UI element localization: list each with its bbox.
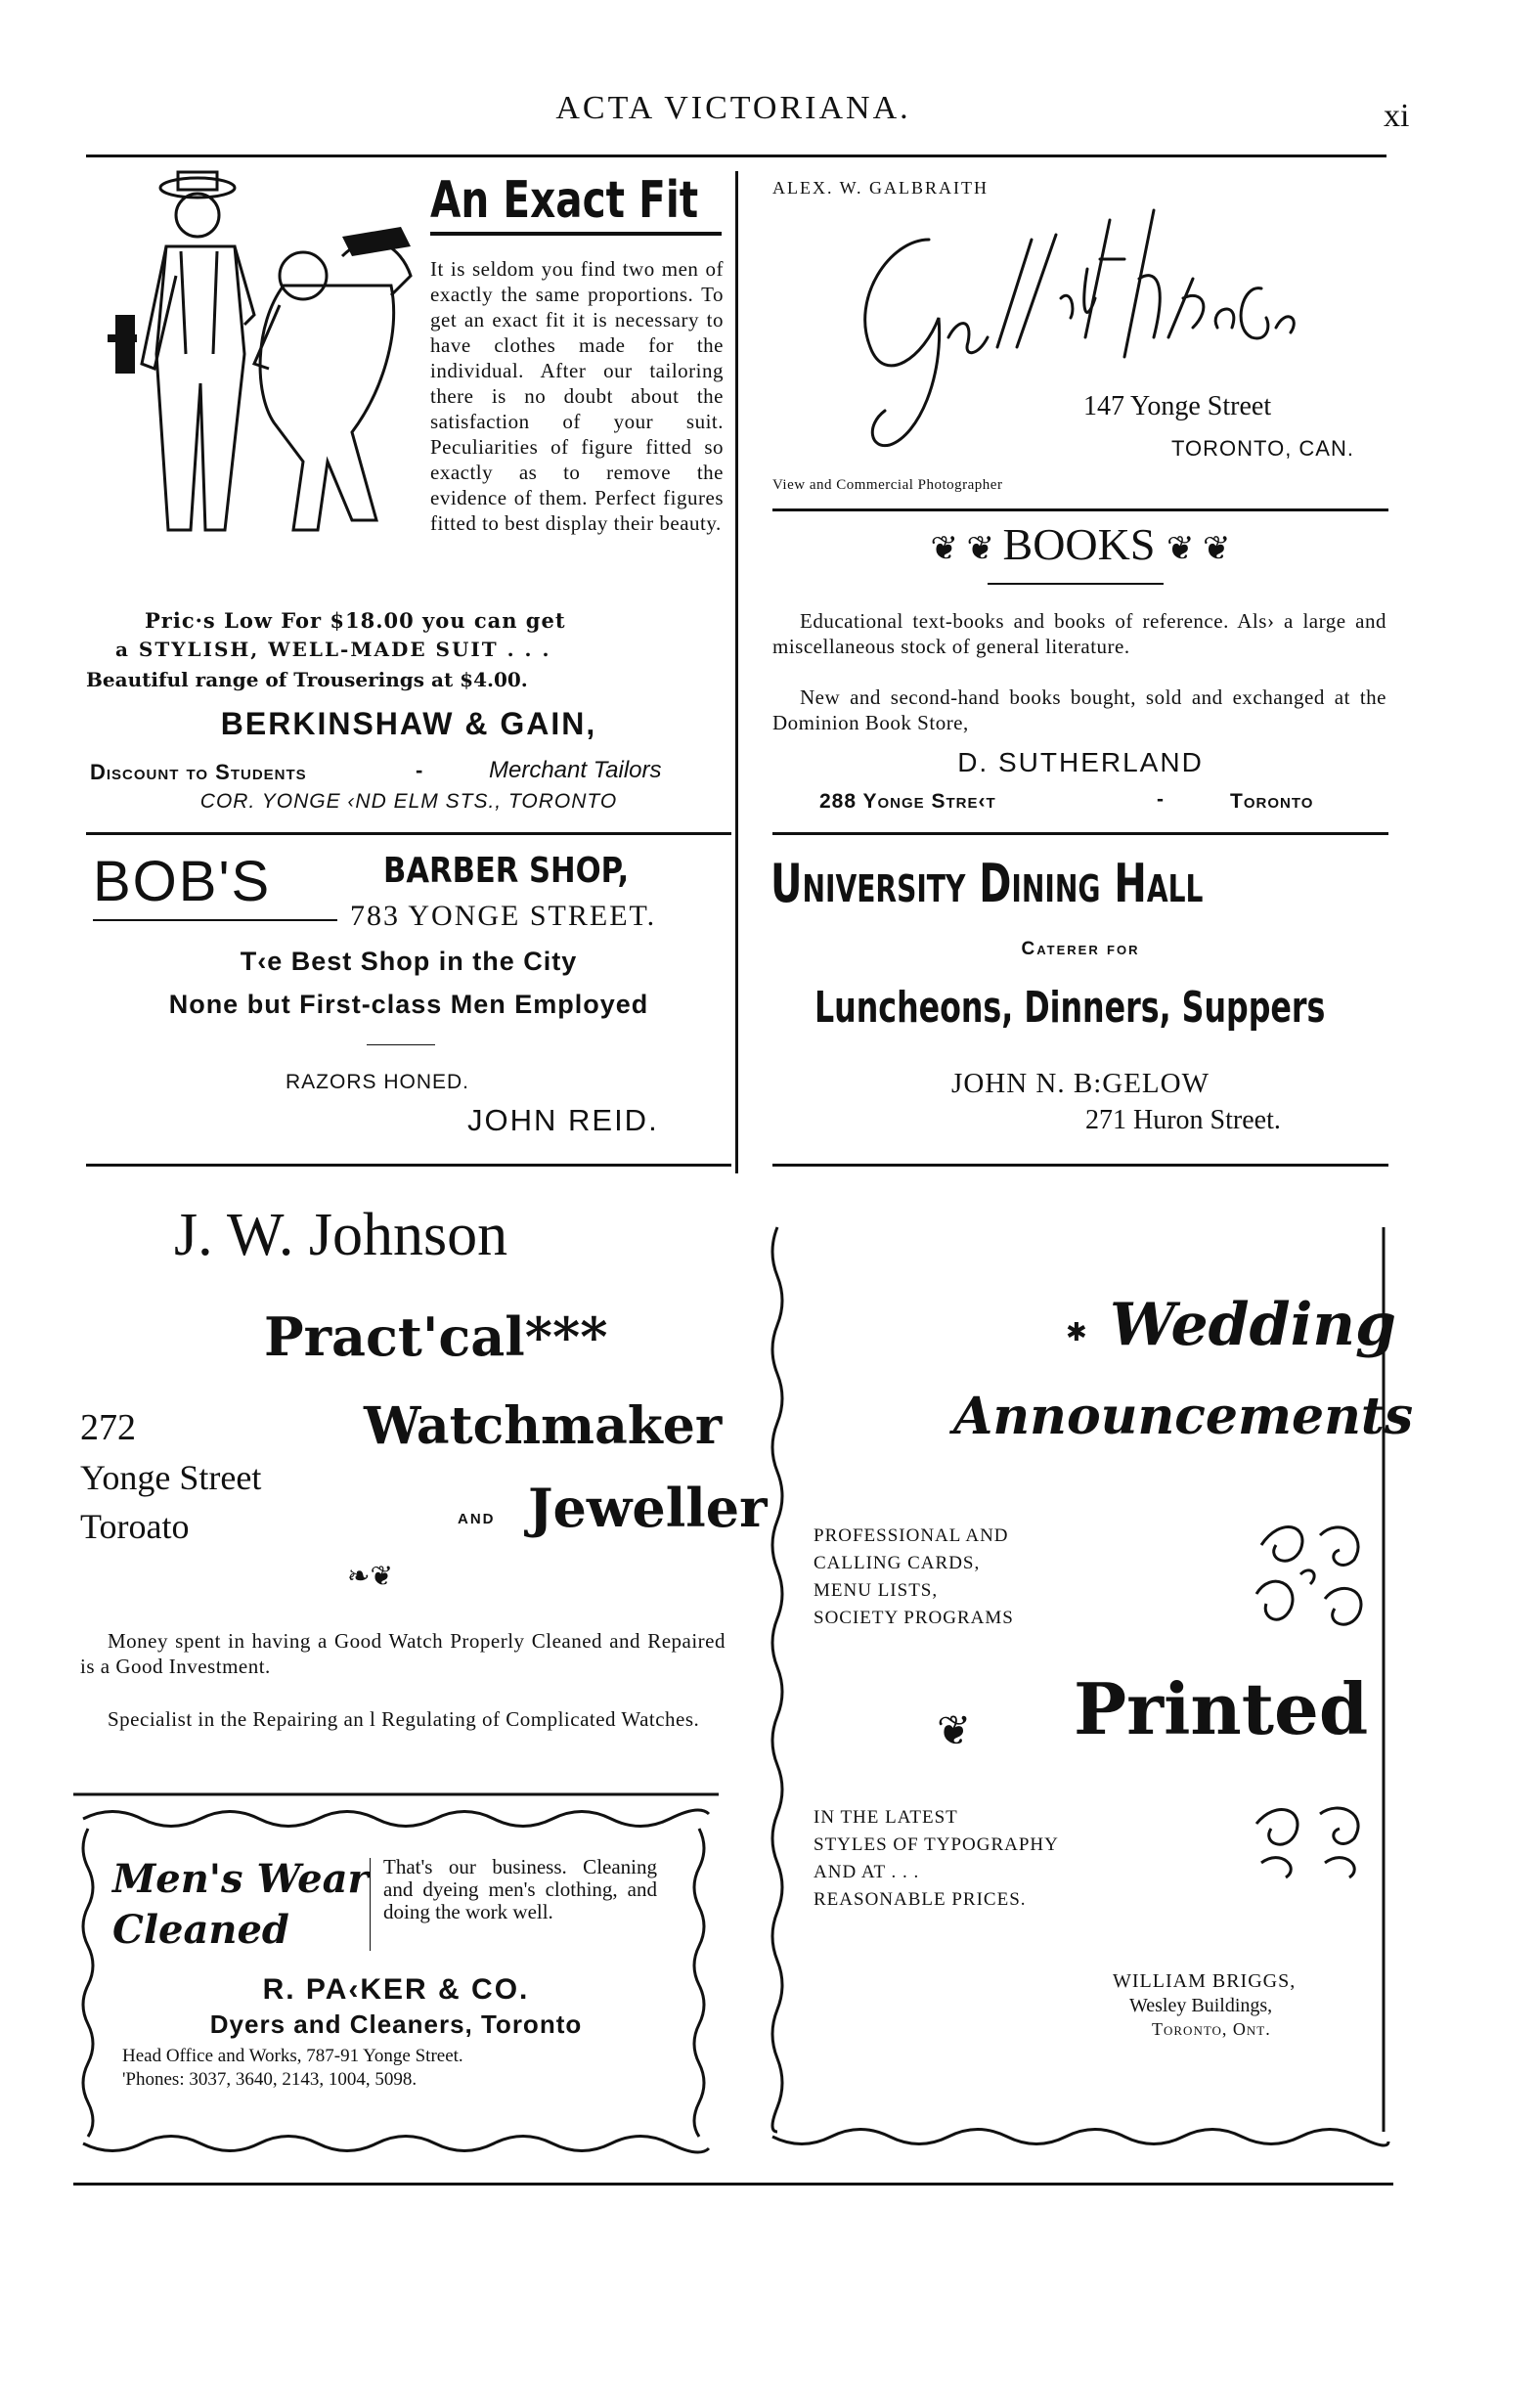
wedding-printed: Printed [1074,1667,1369,1750]
tailor-address: COR. YONGE ‹ND ELM STS., TORONTO [199,790,618,813]
johnson-city: Toroato [80,1507,190,1546]
bobs-tag-2: None but First-class Men Employed [168,990,649,1019]
bobs-tag-1: T‹e Best Shop in the City [240,947,578,976]
shamrock-icon: ❦ ❦ [930,531,1003,567]
johnson-watchmaker: Watchmaker [364,1396,723,1456]
johnson-practical: Pract'cal*** [264,1305,608,1368]
wedding-list-1: PROFESSIONAL AND [814,1525,1009,1546]
dining-meals: Luncheons, Dinners, Suppers [814,983,1326,1033]
scroll-ornament-icon [1242,1799,1379,1887]
johnson-name: J. W. Johnson [174,1202,508,1268]
wedding-list-4: SOCIETY PROGRAMS [814,1608,1014,1628]
johnson-para-2: Specialist in the Repairing an l Regulating of Complicated Watches. [108,1707,700,1731]
dining-title: University Dining Hall [770,853,1204,914]
johnson-and: AND [458,1511,496,1527]
books-dash: - [1157,788,1164,811]
parker-title-2: Cleaned [112,1907,289,1953]
wedding-style-3: AND AT . . . [814,1862,920,1882]
parker-trade: Dyers and Cleaners, Toronto [209,2010,583,2039]
wedding-line-1: Wedding [1110,1291,1396,1359]
bobs-owner: JOHN REID. [467,1103,659,1137]
headline-underline [430,232,722,236]
books-para-1: Educational text-books and books of reference. Als› a large and miscellaneous stock of general literature. [772,609,1386,658]
johnson-number: 272 [80,1407,136,1448]
price-line-3: Beautiful range of Trouserings at $4.00. [86,668,528,691]
left-lower-rule [86,1164,731,1167]
bobs-divider [367,1044,435,1045]
dining-caterer: Caterer for [1021,939,1140,959]
wedding-city: Toronto, Ont. [1152,2019,1271,2039]
header-rule [86,155,1386,157]
parker-title-1: Men's Wear [112,1856,369,1902]
dining-address: 271 Huron Street. [1085,1105,1281,1135]
firm-name: BERKINSHAW & GAIN, [220,706,597,741]
right-mid-rule [772,832,1388,835]
bobs-underline [93,919,337,921]
wedding-style-2: STYLES OF TYPOGRAPHY [814,1834,1059,1855]
johnson-street: Yonge Street [80,1458,262,1497]
wedding-printer: WILLIAM BRIGGS, [1113,1970,1297,1992]
parker-phones: 'Phones: 3037, 3640, 2143, 1004, 5098. [122,2069,418,2090]
footer-rule [73,2183,1393,2186]
student-discount: Discount to Students [90,760,307,784]
parker-firm: R. PA‹KER & CO. [262,1973,530,2006]
exact-fit-headline: An Exact Fit [430,171,699,230]
tailor-illustration [108,168,420,540]
johnson-jeweller: Jeweller [528,1477,768,1539]
galbraith-tagline: View and Commercial Photographer [772,477,1003,493]
parker-divider [370,1858,371,1951]
galbraith-city: TORONTO, CAN. [1171,436,1354,461]
books-address: 288 Yonge Stre‹t [819,790,996,813]
shamrock-icon: ❦ [937,1709,972,1754]
wedding-building: Wesley Buildings, [1129,1995,1273,2016]
left-mid-rule [86,832,731,835]
right-lower-rule [772,1164,1388,1167]
scroll-ornament-icon [1242,1516,1379,1643]
books-heading: BOOKS [1002,519,1156,569]
discount-dash: - [416,758,423,782]
shamrock-icon: ❦ ❦ [1166,531,1231,567]
page-number: xi [1384,98,1410,134]
galbraith-rule [772,508,1388,511]
price-line-2: a STYLISH, WELL-MADE SUIT . . . [115,638,551,661]
price-line-1: Pric·s Low For $18.00 you can get [145,608,566,633]
books-underline [988,583,1164,585]
exact-fit-body: It is seldom you find two men of exactly the same proportions. To get an exact fit it is necessary to have clothes made for the individual. After our tailoring there is no doubt about the satisfaction of your suit. Peculiarities of figure fitted so exactly as to remove the evidence of them. Perfect figures fitted to best display their beauty. [430,257,724,535]
books-owner: D. SUTHERLAND [957,747,1204,777]
merchant-tailors: Merchant Tailors [489,757,662,783]
wedding-line-2: Announcements [953,1387,1414,1446]
bobs-line-2: 783 YONGE STREET. [350,900,657,932]
wedding-star-icon: ✱ [1066,1318,1087,1347]
running-head: ACTA VICTORIANA. [555,90,911,126]
wedding-list-3: MENU LISTS, [814,1580,939,1601]
books-heading-row [772,518,1388,570]
column-divider-top [735,171,738,1173]
wedding-style-1: IN THE LATEST [814,1807,958,1828]
books-city: Toronto [1230,790,1314,813]
bobs-name: BOB'S [93,850,272,913]
galbraith-street: 147 Yonge Street [1083,391,1272,421]
wedding-list-2: CALLING CARDS, [814,1553,981,1573]
johnson-mark: ❧❦ [347,1562,393,1592]
wedding-style-4: REASONABLE PRICES. [814,1889,1027,1910]
johnson-para-1: Money spent in having a Good Watch Properly Cleaned and Repaired is a Good Investment. [80,1629,726,1678]
bobs-razors: RAZORS HONED. [286,1071,470,1093]
dining-owner: JOHN N. B:GELOW [951,1068,1210,1099]
books-para-2: New and second-hand books bought, sold and exchanged at the Dominion Book Store, [772,685,1386,734]
parker-blurb: That's our business. Cleaning and dyeing men's clothing, and doing the work well. [383,1855,657,1923]
galbraith-name: ALEX. W. GALBRAITH [772,178,989,198]
parker-office: Head Office and Works, 787-91 Yonge Street. [122,2046,463,2066]
bobs-line-1: BARBER SHOP, [383,851,630,891]
